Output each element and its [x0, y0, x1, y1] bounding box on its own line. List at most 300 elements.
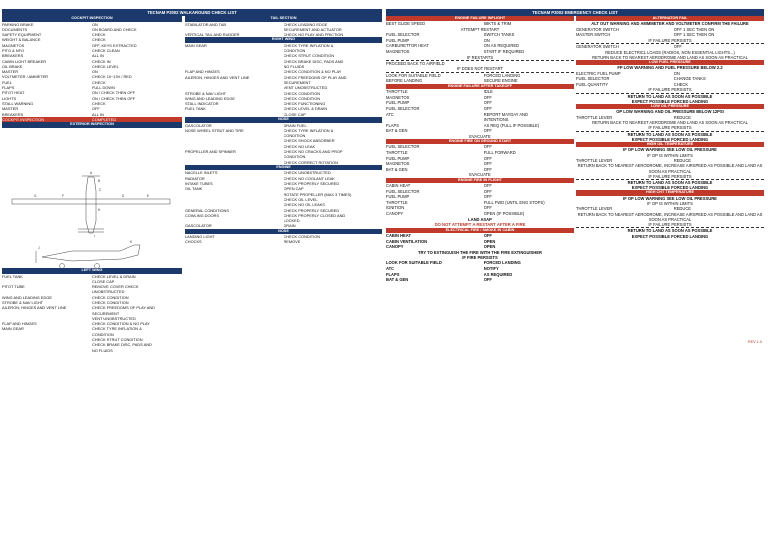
item-label: BAT & GEN — [386, 128, 408, 134]
item-action: 68KTS & TRIM — [483, 21, 512, 27]
item-action: OFF, KEYS EXTRACTED — [92, 42, 137, 48]
emergency-note: IF DOES NOT RESTART — [386, 66, 574, 72]
item-action: CHECK CONDITION & NO PLAY — [92, 321, 150, 327]
item-label: BREAKERS — [2, 111, 24, 117]
item-label: MAIN GEAR — [185, 42, 207, 48]
high-oil-list — [576, 147, 764, 190]
item-label: FLAPS — [2, 85, 15, 91]
item-label: GENERAL CONDITIONS — [185, 207, 229, 213]
item-label — [185, 112, 284, 117]
item-label: VOLTMETER / AMMETER — [2, 74, 48, 80]
emergency-row — [576, 206, 764, 212]
emergency-note: RETURN BACK TO NEAREST AERODROME AND LAND AS SOON AS PRACTICAL — [592, 54, 748, 60]
item-action: CHECK FREEDOMS OF PLAY AND — [283, 74, 347, 80]
item-label: PITOT HEAT — [2, 90, 25, 96]
item-action: OFF — [673, 43, 682, 49]
item-label: GASCOLATOR — [185, 122, 212, 128]
item-action: OFF — [483, 105, 492, 111]
emergency-note: EVACUATE — [469, 133, 491, 139]
diagram-label-e: E — [147, 194, 150, 198]
item-action: CHECK — [92, 37, 106, 43]
item-action: LOCKED — [283, 218, 300, 224]
item-action: OPEN — [483, 238, 496, 244]
item-action: OPEN (IF POSSIBLE) — [483, 211, 525, 217]
tail-header: TAIL SECTION — [185, 16, 382, 22]
checklist-row — [2, 348, 182, 353]
diagram-label-d: D — [122, 194, 125, 198]
item-action: CHECK CONDITION — [283, 90, 321, 96]
item-action: CHECK STRUT CONDITION — [283, 53, 335, 59]
item-label: GENERATOR SWITCH — [576, 43, 619, 49]
revision-label: REV 1.0 — [747, 340, 762, 344]
item-action: OFF — [483, 155, 492, 161]
item-label: FUEL SELECTOR — [386, 188, 420, 194]
diagram-label-h: H — [98, 208, 101, 212]
electrical-fire-list — [386, 233, 574, 283]
item-action: CLOSE CAP — [283, 111, 306, 117]
emergency-note: IF FAILURE PERSISTS — [576, 174, 764, 180]
nose-2-header: NOSE — [185, 229, 382, 235]
emergency-note: RETURN BACK TO NEAREST AERODROME AND LAND AS SOON AS PRACTICAL — [592, 120, 748, 126]
emergency-page — [384, 0, 768, 543]
walkaround-column-1 — [2, 16, 182, 128]
item-action: VENT UNOBSTRUCTED — [92, 315, 136, 321]
item-label: OIL BRAKE — [2, 63, 23, 69]
item-label: LOOK FOR SUITABLE FIELD — [386, 260, 442, 266]
emergency-note: RETURN TO LAND AS SOON AS POSSIBLE — [627, 228, 713, 234]
item-label: PROCEED BACK TO AIRFIELD — [386, 60, 445, 66]
emergency-note: IF OP LOW WARNING SEE LOW OIL PRESSURE — [623, 195, 717, 201]
aircraft-diagram — [2, 171, 180, 281]
item-label: FUEL PUMP — [386, 100, 410, 106]
item-label: FUEL PUMP — [386, 37, 410, 43]
emergency-row — [386, 49, 574, 55]
left-wing-header: LEFT WING — [2, 268, 182, 274]
item-label: CABIN HEAT — [386, 183, 411, 189]
nose-list — [185, 123, 382, 165]
item-label: FUEL — [2, 79, 12, 85]
item-label: CARBURETTOR HEAT — [386, 43, 429, 49]
item-label: COWLING DOORS — [185, 212, 219, 218]
item-action: CONDITION — [283, 133, 306, 139]
item-action: ON / CHECK THEN OFF — [92, 95, 136, 101]
item-label: PROPELLER AND SPINNER — [185, 149, 236, 155]
emergency-note: TRY TO EXTINGUISH THE FIRE WITH THE FIRE EXTINGUISHER — [418, 249, 542, 255]
item-action: REDUCE — [673, 114, 692, 120]
item-label: MAGNETOS — [386, 94, 410, 100]
item-label: ATC — [386, 111, 394, 117]
item-action: CHECK LEADING EDGE — [283, 21, 328, 27]
item-label: BAT & GEN — [386, 166, 408, 172]
low-fuel-header: LOW FUEL PRESSURE — [576, 60, 764, 65]
item-action: VENT UNOBSTRUCTED — [283, 85, 328, 91]
item-label: STALL WARNING — [2, 100, 34, 106]
item-action: UNOBSTRUCTED — [92, 289, 125, 295]
item-action: ON / CHECK THEN OFF — [92, 90, 136, 96]
item-action: ON — [483, 37, 490, 43]
item-label: MASTER — [2, 69, 19, 75]
item-action: OFF — [483, 161, 492, 167]
item-action: CHECK OIL LEVEL — [283, 196, 318, 202]
item-label: PITOT TUBE — [2, 284, 25, 290]
item-label: FLAPS — [386, 122, 399, 128]
item-action: CHECK CONDITION & NO PLAY — [283, 69, 342, 75]
checklist-row — [185, 223, 382, 228]
item-action: FORCED LANDING — [483, 260, 521, 266]
nose-header: NOSE — [185, 117, 382, 123]
emergency-note: IF FAILURE PERSISTS — [576, 38, 764, 44]
item-action: ON AS REQUIRED — [483, 43, 520, 49]
item-label: GENERATOR SWITCH — [576, 26, 619, 32]
item-label: INTAKE TUBES — [185, 181, 213, 187]
item-action: CHECK 10~13V / RED — [92, 74, 132, 80]
emergency-note: OP LOW WARNING AND OIL PRESSURE BELOW 12PSI — [616, 109, 724, 115]
item-label: CABIN LIGHT BREAKER — [2, 58, 47, 64]
low-oil-list — [576, 109, 764, 142]
emergency-note: IF FAILURE PERSISTS — [576, 222, 764, 228]
left-wing-list — [2, 274, 182, 353]
item-action: NOTIFY — [483, 265, 499, 271]
item-label: FLAP AND HINGES — [2, 321, 37, 327]
item-action: CHECK PROPERLY CLOSED AND — [283, 212, 346, 218]
walkaround-column-2 — [185, 16, 382, 245]
right-wing-header: RIGHT WING — [185, 37, 382, 43]
item-action: OFF — [483, 277, 492, 283]
item-action: CHECK CONDITION — [92, 294, 129, 300]
electrical-fire-header: ELECTRICAL FIRE / SMOKE IN CABIN — [386, 228, 574, 233]
item-action: CHECK TYRE INFLATION & — [283, 127, 334, 133]
diagram-label-b: B — [98, 179, 101, 183]
engine-fire-flight-list — [386, 183, 574, 222]
diagram-label-a: A — [90, 171, 93, 175]
item-label: OIL TANK — [185, 186, 203, 192]
exterior-header: EXTERIOR INSPECTION — [2, 122, 182, 128]
engine-failure-takeoff-list — [386, 89, 574, 139]
emergency-title: TECNAM P2002 EMERGENCY CHECK LIST — [386, 9, 764, 16]
item-label: AILERON, HINGES AND VENT LINE — [185, 74, 250, 80]
item-action: OFF — [483, 183, 492, 189]
item-action: CONDITION — [283, 154, 306, 160]
item-action: INTENTIONS — [483, 117, 509, 123]
emergency-note: LAND ASAP — [468, 216, 492, 222]
item-action: START IF REQUIRED — [483, 48, 525, 54]
item-action: CHECK CORRECT ROTATION — [283, 159, 338, 165]
item-label: DOCUMENTS — [2, 26, 28, 32]
item-action: SECURE ENGINE — [483, 78, 518, 84]
item-label: THROTTLE — [386, 150, 408, 156]
emergency-note: IF OP IS WITHIN LIMITS — [647, 152, 693, 158]
item-action: OFF — [483, 128, 492, 134]
item-label: BAT & GEN — [386, 277, 409, 283]
item-label: NACELLE INLETS — [185, 170, 218, 176]
item-label: NOSE WHEEL STRUT AND TIRE — [185, 127, 244, 133]
item-action: CHECK CONDITION — [283, 95, 321, 101]
diagram-label-f: F — [62, 194, 64, 198]
cockpit-header: COCKPIT INSPECTION — [2, 16, 182, 22]
item-action: OPEN — [483, 244, 496, 250]
item-label: ELECTRIC FUEL PUMP — [576, 70, 621, 76]
item-action: OFF — [483, 205, 492, 211]
tail-list — [185, 22, 382, 38]
engine-failure-flight-list — [386, 21, 574, 83]
item-label: FUEL SELECTOR — [576, 76, 610, 82]
item-action: ALL IN — [92, 111, 104, 117]
emergency-note: RETURN BACK TO NEAREST AERODROME, INCREASE AIRSPEED AS POSSIBLE AND LAND AS SOON AS PRACTICAL — [577, 163, 763, 174]
item-label: BEFORE LANDING — [386, 78, 423, 84]
item-action: OFF — [483, 188, 492, 194]
item-label: THROTTLE LEVER — [576, 157, 613, 163]
item-action: ALL IN — [92, 53, 104, 59]
item-label: MASTER — [2, 106, 19, 112]
item-action: CHECK BRAKE DISC, PADS AND — [92, 342, 152, 348]
item-label: PITO & NFO — [2, 47, 24, 53]
emergency-note: IF FAILURE PERSISTS — [576, 125, 764, 131]
item-label: FUEL SELECTOR — [386, 32, 420, 38]
item-action: OFF — [483, 233, 492, 239]
item-action: NO FLUIDS — [92, 347, 113, 353]
item-label: SAFETY EQUIPMENT — [2, 32, 42, 38]
item-action: COMPLETED — [92, 116, 117, 122]
walkaround-column-1b — [2, 268, 182, 353]
emergency-note: EVACUATE — [469, 172, 491, 178]
item-label: COCKPIT INSPECTION — [2, 116, 45, 122]
emergency-note: IF OP IS WITHIN LIMITS — [647, 200, 693, 206]
item-action: SECUREMENT AND ACTUATOR — [283, 26, 342, 32]
emergency-row — [576, 32, 764, 38]
item-action: DRAIN FUEL — [283, 122, 307, 128]
item-action: FULL FWD (UNTIL ENG STOPS) — [483, 199, 545, 205]
item-label: THROTTLE LEVER — [576, 206, 613, 212]
emergency-row — [386, 78, 574, 84]
item-action: OFF — [92, 106, 100, 112]
item-label: STROBE & NAV LIGHT — [2, 299, 44, 305]
item-action: CONDITION — [283, 48, 306, 54]
item-action: SWITCH TANKS — [483, 32, 515, 38]
emergency-note: RETURN TO LAND AS SOON AS POSSIBLE — [627, 179, 713, 185]
item-action: REDUCE — [673, 157, 692, 163]
emergency-note: REDUCE ELECTRICL LOADS (RADIOS, NON ESSENTIAL LIGHTS...) — [605, 49, 735, 55]
item-label: CHOCKS — [185, 239, 202, 245]
item-label: MAGNETOS — [386, 161, 410, 167]
emergency-note: EXPECT POSSIBLE FORCED LANDING — [631, 185, 709, 191]
item-action: REDUCE — [673, 206, 692, 212]
item-action: REMOVE COVER CHECK — [92, 284, 139, 290]
emergency-note: EXPECT POSSIBLE FORCED LANDING — [631, 136, 709, 142]
item-label: THROTTLE — [386, 199, 408, 205]
diagram-label-g: G — [34, 194, 37, 198]
item-action: OFF — [483, 166, 492, 172]
item-label: WING AND LEADING EDGE — [185, 95, 235, 101]
item-action: CHECK NO COOLANT LEAK — [283, 175, 335, 181]
item-action: CHECK BRAKE DISC, PADS AND — [283, 58, 344, 64]
item-label: FUEL QUANTITY — [576, 81, 609, 87]
item-action: CHECK STRUT CONDITION — [92, 337, 143, 343]
low-oil-header: LOW OIL PRESSURE — [576, 104, 764, 109]
emergency-column-1 — [386, 16, 574, 283]
high-oil-header: HIGH OIL TEMPERATURE — [576, 142, 764, 147]
item-action: CHECK NO CRACKS AND PROP — [283, 149, 343, 155]
item-action: OFF 1 SEC THEN ON — [673, 26, 715, 32]
item-action: CHECK NO OIL LEAKS — [283, 202, 325, 208]
item-label: PARKING BRAKE — [2, 21, 34, 27]
item-action: FULL FORWARD — [483, 150, 516, 156]
item-action: CHECK FREEDOMS OF PLAY AND — [92, 305, 155, 311]
item-label: FLAP AND HINGES — [185, 69, 220, 75]
item-action: SECUREMENT — [92, 310, 120, 316]
item-action: ON BOARD AND CHECK — [92, 26, 137, 32]
item-action: CHECK UNOBSTRUCTED — [283, 170, 331, 176]
cockpit-list — [2, 22, 182, 123]
item-action: ON — [92, 69, 98, 75]
alternator-fail-list — [576, 21, 764, 60]
item-action: OFF — [483, 144, 492, 150]
emergency-note: ATTEMPT RESTART — [460, 26, 500, 32]
engine-fire-ground-header: ENGINE FIRE ON GROUND START — [386, 139, 574, 144]
item-action: CHECK NO PLAY AND FRICTION — [283, 32, 344, 38]
item-action: CHECK LEVEL & DRAIN — [92, 273, 136, 279]
item-action: AS REQUIRED — [483, 271, 513, 277]
item-action: CHECK NO LEAK — [283, 143, 316, 149]
restart-warning: DO NOT ATTEMPT A RESTART AFTER A FIRE — [434, 221, 526, 227]
item-label: FUEL SELECTOR — [386, 144, 420, 150]
walkaround-title: TECNAM P2002 WALKAROUND CHECK LIST — [2, 9, 382, 16]
item-label: THROTTLE — [386, 89, 408, 95]
alternator-fail-header: ALTERNATOR FAIL — [576, 16, 764, 21]
emergency-note: EXPECT POSSIBLE FORCED LANDING — [631, 98, 709, 104]
item-label: CABIN VENTILATION — [386, 238, 428, 244]
item-action: IDLE — [483, 89, 493, 95]
emergency-row — [386, 211, 574, 217]
diagram-label-k: K — [130, 240, 133, 244]
engine-header: ENGINE — [185, 165, 382, 171]
emergency-note: RETURN TO LAND AS SOON AS POSSIBLE — [627, 131, 713, 137]
item-label: WING AND LEADING EDGE — [2, 294, 52, 300]
item-action: OFF — [483, 100, 492, 106]
item-label: STALL INDICATOR — [185, 101, 219, 107]
item-action: ROTATE PROPELLER (MAX 3 TIMES) — [283, 191, 352, 197]
emergency-note: RETURN TO LAND AS SOON AS POSSIBLE — [627, 93, 713, 99]
item-action: CHECK PROPERLY SECURED — [283, 181, 340, 187]
item-action: FORCED LANDING — [483, 72, 521, 78]
item-label: ATC — [386, 265, 395, 271]
engine-fire-ground-list — [386, 144, 574, 177]
emergency-row — [386, 277, 574, 283]
item-action: CHECK CONDITION — [92, 299, 129, 305]
item-label: LIGHTS — [2, 95, 17, 101]
engine-failure-takeoff-header: ENGINE FAILURE AFTER TAKEOFF — [386, 84, 574, 89]
item-action: CLOSE CAP — [92, 278, 115, 284]
item-label: FUEL PUMP — [386, 194, 410, 200]
emergency-row — [576, 44, 764, 50]
item-label: MAGNETOS — [2, 42, 25, 48]
item-label: FLAPS — [386, 271, 400, 277]
item-action: REMOVE — [283, 239, 301, 245]
item-action: CHECK SHOCK ABSORBER — [283, 138, 335, 144]
item-label: WEIGHT & BALANCE — [2, 37, 41, 43]
item-label: STROBE & NAV LIGHT — [185, 90, 227, 96]
item-label: BREAKERS — [2, 53, 24, 59]
item-label: MAGNETOS — [386, 48, 410, 54]
emergency-note: IF RESTARTS — [386, 55, 574, 61]
item-action: CHECK LEVEL — [92, 63, 119, 69]
emergency-note: FP LOW WARNING AND FUEL PRESSURE BELOW 2.2 — [617, 65, 723, 71]
item-label — [185, 160, 284, 165]
item-action: CHECK IN — [92, 58, 111, 64]
item-action: CONDITION — [92, 331, 114, 337]
item-label: AILERON, HINGES AND VENT LINE — [2, 305, 67, 311]
item-label: FUEL TANK — [185, 106, 206, 112]
diagram-label-j: J — [38, 246, 40, 250]
engine-failure-flight-header: ENGINE FAILURE INFLIGHT — [386, 16, 574, 21]
emergency-note: IF FIRE PERSISTS — [462, 255, 498, 261]
item-action: OFF 1 SEC THEN ON — [673, 32, 715, 38]
high-cht-header: HIGH CHT TEMPERATURE — [576, 190, 764, 195]
checklist-row — [185, 239, 382, 244]
item-action: ON — [673, 70, 680, 76]
nose-2-list — [185, 234, 382, 245]
item-action: CHECK CONDITION — [283, 234, 321, 240]
item-label: MASTER SWITCH — [576, 32, 611, 38]
engine-fire-flight-header: ENGINE FIRE IN FLIGHT — [386, 178, 574, 183]
item-action: REPORT MAYDAY AND — [483, 111, 528, 117]
item-label: THROTTLE LEVER — [576, 114, 613, 120]
item-label — [2, 348, 92, 353]
item-label: CANOPY — [386, 244, 404, 250]
item-action: CHECK TYRE INFLATION & — [283, 42, 334, 48]
item-action: CHECK PROPERLY SECURED — [283, 207, 340, 213]
item-label: LANDING LIGHT — [185, 234, 215, 240]
item-label: IGNITION — [386, 205, 405, 211]
item-label: STABILATOR AND TAB — [185, 21, 226, 27]
item-action: NO FLUIDS — [283, 64, 305, 70]
engine-list — [185, 170, 382, 228]
item-label: CANOPY — [386, 211, 404, 217]
item-label: MAIN GEAR — [2, 326, 24, 332]
emergency-note: ALT OUT WARNING AND AMMMETER AND VOLTMETER CONFIRM THE FAILURE — [591, 21, 749, 27]
low-fuel-list — [576, 65, 764, 104]
item-action: AS REQ (FULL IF POSSIBLE) — [483, 122, 540, 128]
item-action: CHECK — [92, 32, 106, 38]
item-action: ON — [92, 21, 98, 27]
item-label: FUEL SELECTOR — [386, 105, 420, 111]
item-action: CHECK CLEAN — [92, 47, 120, 53]
item-action: CHECK — [92, 79, 106, 85]
item-action: OFF — [483, 194, 492, 200]
item-label: GASCOLATOR — [185, 223, 212, 229]
emergency-note: RETURN BACK TO NEAREST AERODROME, INCREASE AIRSPEED AS POSSIBLE AND LAND AS SOON AS PRACTICAL — [577, 211, 763, 222]
item-action: OFF — [483, 94, 492, 100]
item-action: FULL DOWN — [92, 85, 115, 91]
item-action: CHECK FUNCTIONING — [283, 101, 326, 107]
right-wing-list — [185, 43, 382, 117]
emergency-note: EXPECT POSSIBLE FORCED LANDING — [631, 233, 709, 239]
high-cht-list — [576, 196, 764, 239]
item-action: CHANGE TANKS — [673, 76, 706, 82]
item-label: BEST GLIDE SPEED — [386, 21, 426, 27]
item-action: CHECK — [92, 100, 106, 106]
diagram-label-c: C — [99, 188, 102, 192]
emergency-note: IF OP LOW WARNING SEE LOW OIL PRESSURE — [623, 147, 717, 153]
item-label: FUEL TANK — [2, 273, 23, 279]
item-action: DRAIN — [283, 223, 296, 229]
item-action: SECUREMENT — [283, 79, 311, 85]
item-label: FUEL PUMP — [386, 155, 410, 161]
emergency-column-2 — [576, 16, 764, 239]
item-action: OPEN CAP — [283, 186, 304, 192]
item-action: CHECK TYRE INFLATION & — [92, 326, 142, 332]
item-action: CHECK — [673, 81, 689, 87]
diagram-label-i: I — [94, 234, 95, 238]
